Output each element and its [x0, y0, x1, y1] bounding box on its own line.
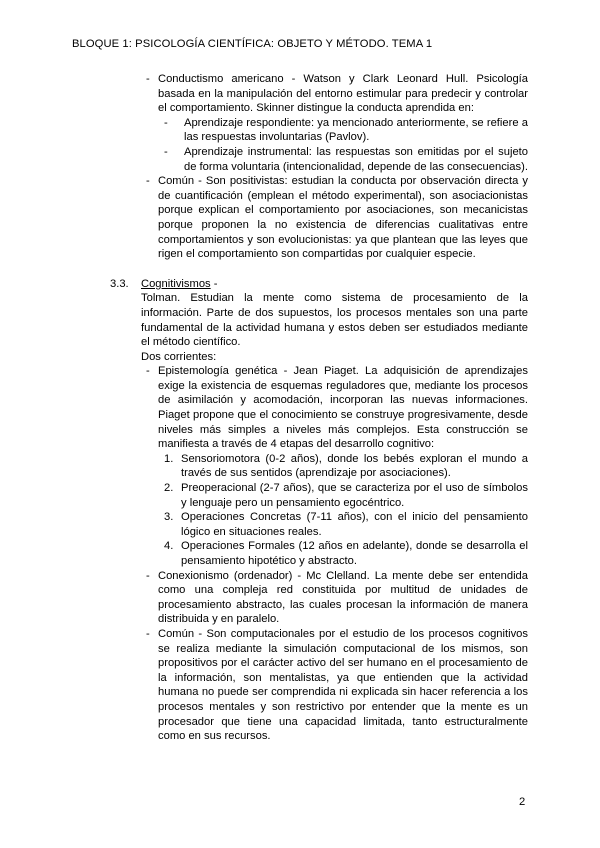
numbered-item-stage	[72, 510, 528, 539]
page-header: BLOQUE 1: PSICOLOGÍA CIENTÍFICA: OBJETO Y MÉTODO. TEMA 1	[72, 38, 433, 50]
list-item-comun-cognitivismo	[72, 627, 528, 744]
sublist-item-text: Aprendizaje instrumental: las respuestas son emitidas por el sujeto de forma voluntaria (intencionalidad, depende de las consecuencias).	[184, 145, 528, 173]
stage-number: 1.	[164, 452, 174, 465]
list-item-epistemologia	[72, 364, 528, 452]
list-item-text: Epistemología genética - Jean Piaget. La adquisición de aprendizajes exige la existencia de esquemas reguladores que, mediante los procesos de asimilación y acomodación, incorporan las nuevas informaciones. Piaget propone que el conocimiento se construye progresivamente, desde niveles más simples a niveles más complejos. Esta construcción se manifiesta a través de 4 etapas del desarrollo cognitivo:	[158, 365, 528, 451]
stage-number: 2.	[164, 482, 174, 495]
sublist-item-text: Aprendizaje respondiente: ya mencionado anteriormente, se refiere a las respuestas involuntarias (Pavlov).	[184, 116, 528, 144]
stage-text: Operaciones Concretas (7-11 años), con el inicio del pensamiento lógico en situaciones reales.	[181, 511, 528, 538]
dash-bullet: -	[164, 116, 168, 129]
sublist-item-instrumental	[72, 145, 528, 174]
section-intro: Tolman. Estudian la mente como sistema de procesamiento de la información. Parte de dos supuestos, los procesos mentales son una parte fundamental de la actividad humana y estos deben ser estudiados mediante el método científico.	[141, 292, 528, 349]
list-item-conductismo-americano	[72, 72, 528, 116]
dash-bullet: -	[146, 365, 150, 378]
dash-bullet: -	[146, 627, 150, 640]
numbered-item-stage	[72, 481, 528, 510]
list-item-text: Conexionismo (ordenador) - Mc Clelland. La mente debe ser entendida como una compleja red constituida por multitud de unidades de procesamiento abstracto, las cuales procesan la información de manera distribuida y en paralelo.	[158, 569, 528, 626]
dash-bullet: -	[164, 145, 168, 158]
stage-text: Preoperacional (2-7 años), que se caracteriza por el uso de símbolos y lenguaje pero un pensamiento egocéntrico.	[181, 482, 528, 509]
section-heading	[72, 277, 528, 292]
stage-text: Sensoriomotora (0-2 años), donde los bebés exploran el mundo a través de sus sentidos (aprendizaje por asociaciones).	[181, 452, 528, 480]
sublist-item-respondiente	[72, 116, 528, 145]
list-item-conexionismo	[72, 569, 528, 627]
section-title: Cognitivismos	[141, 277, 211, 290]
stage-text: Operaciones Formales (12 años en adelante), donde se desarrolla el pensamiento hipotético y abstracto.	[181, 540, 528, 567]
dash-bullet: -	[146, 569, 150, 582]
list-item-text: Común - Son positivistas: estudian la conducta por observación directa y de cuantificación (emplean el método experimental), son asociacionistas porque explican el comportamiento por asociaciones, son mecanicistas porque proponen la no existencia de diferencias cualitativas entre comportamientos y son evolucionistas: ya que plantean que las leyes que rigen el comportamiento son compartidas por cualquier especie.	[158, 175, 528, 261]
dash-bullet: -	[146, 73, 150, 85]
list-item-comun-conductismo	[72, 174, 528, 262]
stage-number: 4.	[164, 540, 174, 553]
page-number: 2	[519, 796, 526, 808]
dash-bullet: -	[146, 175, 150, 188]
stage-number: 3.	[164, 511, 174, 524]
document-body	[72, 72, 528, 744]
section-number: 3.3.	[110, 277, 129, 290]
section-title-suffix: -	[210, 277, 218, 290]
dos-corrientes-label: Dos corrientes:	[141, 350, 217, 363]
list-item-text: Conductismo americano - Watson y Clark Leonard Hull. Psicología basada en la manipulación del entorno estimular para predecir y controlar el comportamiento. Skinner distingue la conducta aprendida en:	[158, 73, 528, 115]
numbered-item-stage	[72, 539, 528, 568]
list-item-text: Común - Son computacionales por el estudio de los procesos cognitivos se realiza mediante la simulación computacional de los mismos, son propositivos por el carácter activo del ser humano en el procesamiento de la información, son mentalistas, ya que entienden que la actividad humana no puede ser comprendida ni explicada sin hacer referencia a los procesos mentales y son restrictivo por entender que la mente es un procesador que tiene una capacidad limitada, tanto estructuralmente como en sus recursos.	[158, 627, 528, 743]
numbered-item-stage	[72, 452, 528, 481]
